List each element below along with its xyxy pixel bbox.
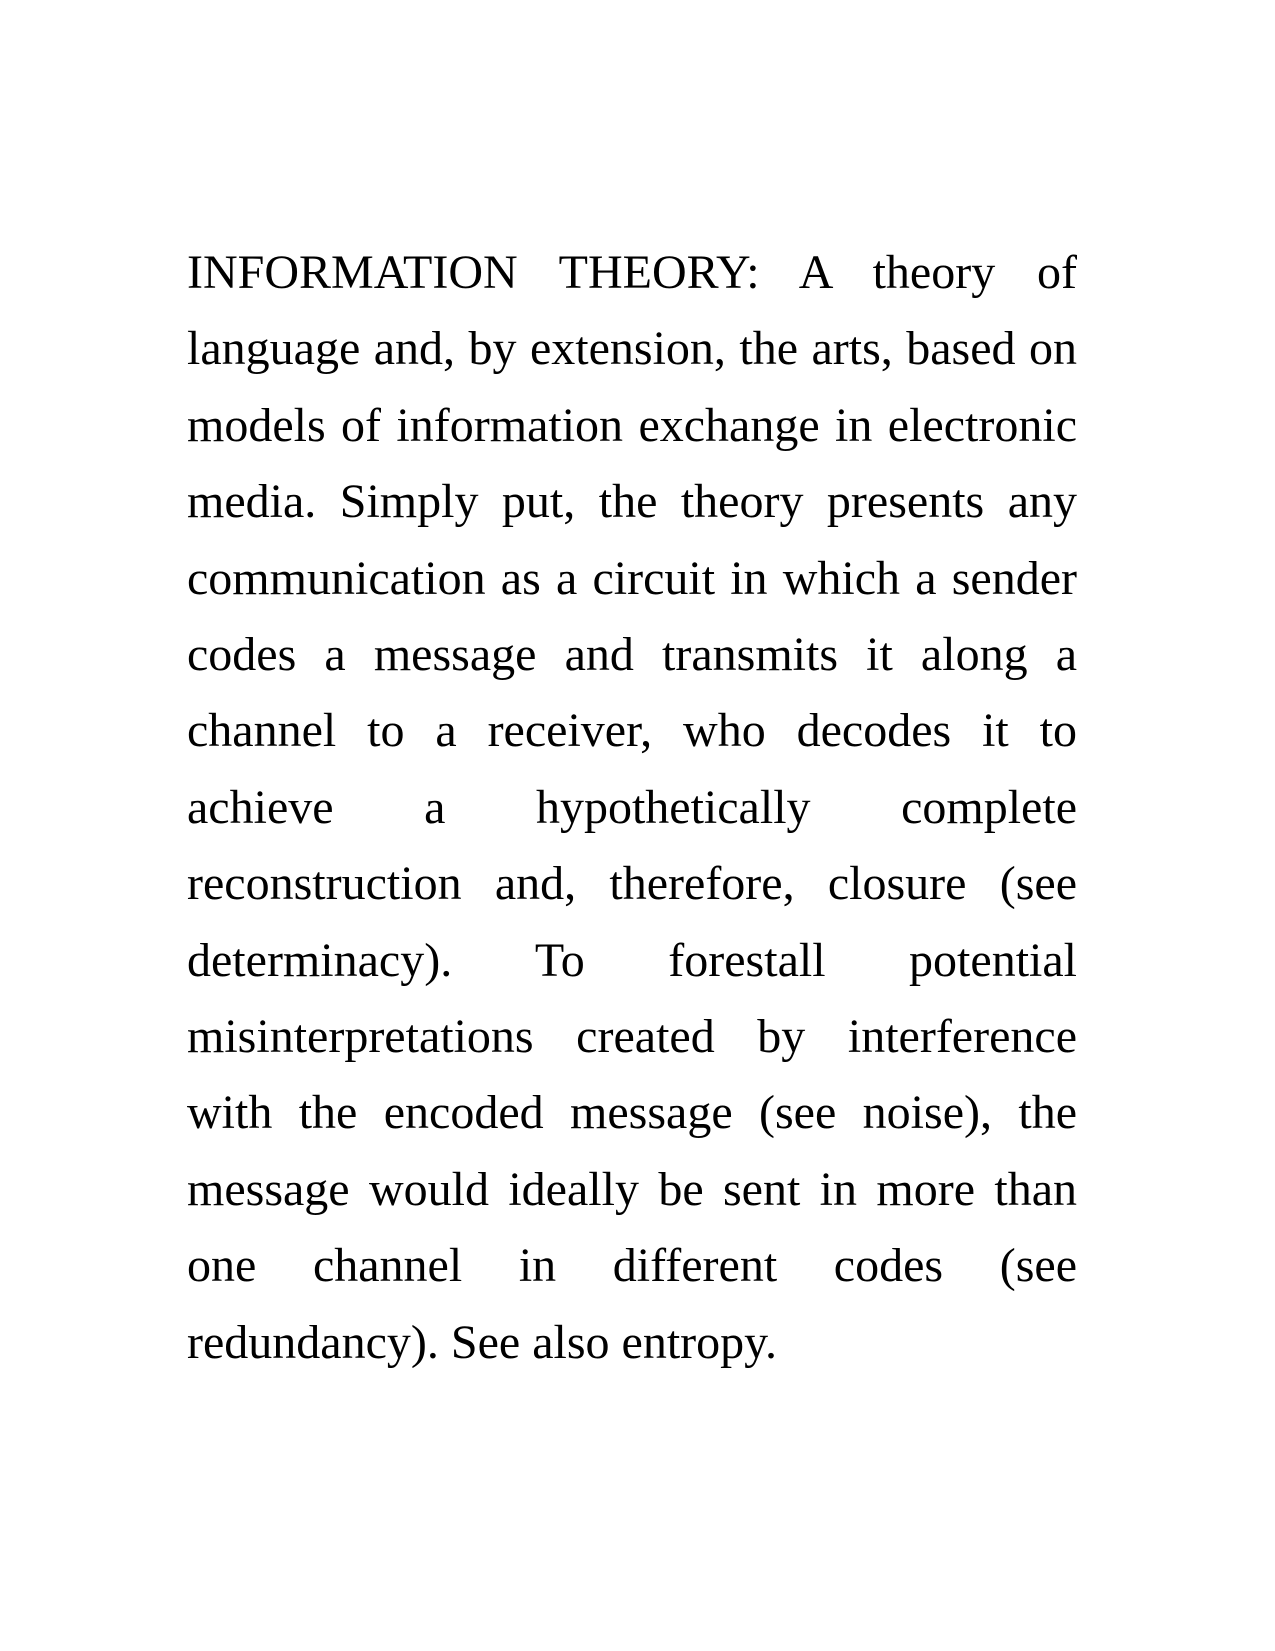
glossary-entry-information-theory: INFORMATION THEORY: A theory of language and, by extension, the arts, based on models of information exchange in electronic media. Simply put, the theory presents any communication as a circuit in which a sender codes a message and transmits it along a channel to a receiver, who decodes it to achieve a hypothetically complete reconstruction and, therefore, closure (see determinacy). To forestall potential misinterpretations created by interference with the encoded message (see noise), the message would ideally be sent in more than one channel in different codes (see redundancy). See also entropy.: [187, 246, 1077, 1369]
